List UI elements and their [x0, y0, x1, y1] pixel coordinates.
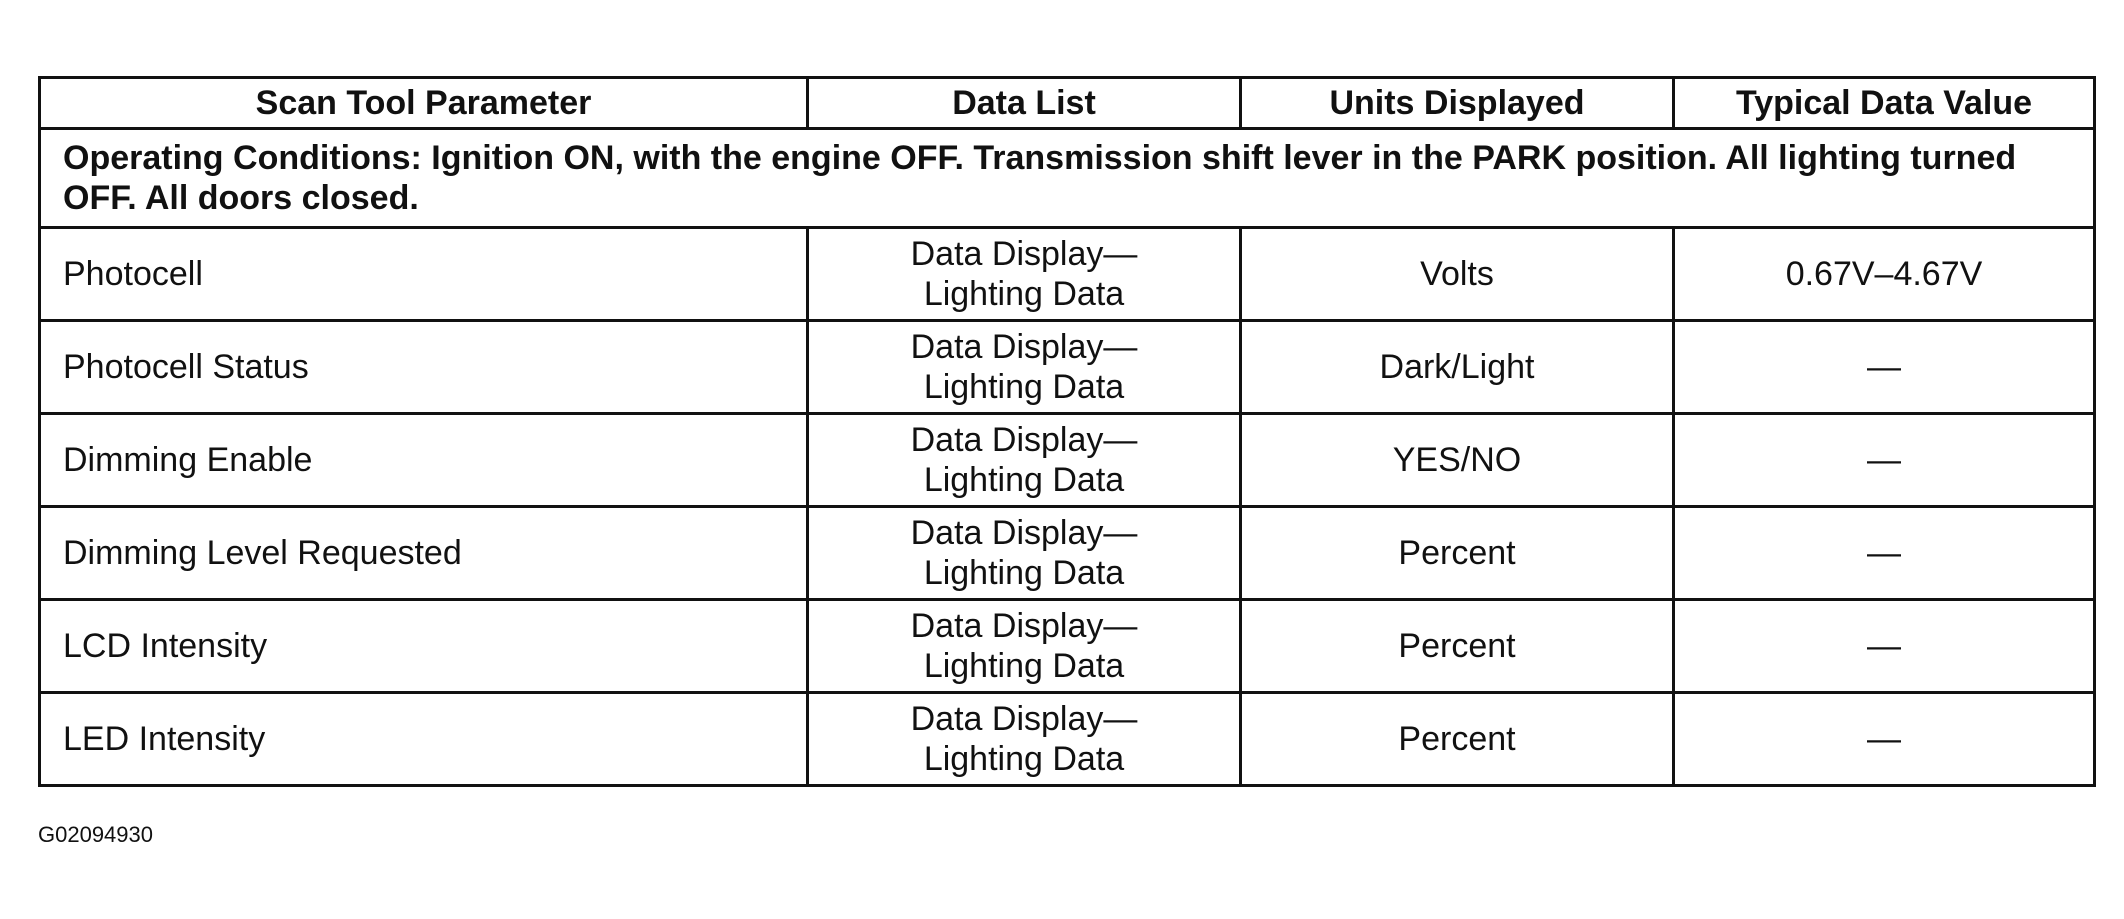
- data-list-cell: [808, 600, 1241, 693]
- data-list-line-2: Lighting Data: [923, 368, 1125, 406]
- typical-value-cell: —: [1674, 600, 2095, 693]
- data-list-line-1: Data Display—: [910, 514, 1138, 552]
- table-row: [40, 693, 2095, 786]
- header-scan-tool-parameter: Scan Tool Parameter: [40, 78, 808, 129]
- data-list-cell: [808, 693, 1241, 786]
- data-list-line-1: Data Display—: [910, 328, 1138, 366]
- typical-value-cell: —: [1674, 414, 2095, 507]
- data-list-cell: [808, 507, 1241, 600]
- units-cell: YES/NO: [1241, 414, 1674, 507]
- units-cell: Dark/Light: [1241, 321, 1674, 414]
- parameter-cell: Photocell Status: [40, 321, 808, 414]
- data-list-cell: [808, 321, 1241, 414]
- figure-id-label: G02094930: [38, 822, 153, 847]
- operating-conditions-text: Operating Conditions: Ignition ON, with the engine OFF. Transmission shift lever in the PARK position. All lighting turned OFF. All doors closed.: [40, 129, 2095, 228]
- typical-value-cell: 0.67V–4.67V: [1674, 228, 2095, 321]
- parameter-cell: LCD Intensity: [40, 600, 808, 693]
- data-list-line-1: Data Display—: [910, 235, 1138, 273]
- units-cell: Percent: [1241, 600, 1674, 693]
- data-list-cell: [808, 414, 1241, 507]
- units-cell: Volts: [1241, 228, 1674, 321]
- data-list-line-1: Data Display—: [910, 607, 1138, 645]
- data-list-cell: [808, 228, 1241, 321]
- header-typical-data-value: Typical Data Value: [1674, 78, 2095, 129]
- data-list-line-2: Lighting Data: [923, 461, 1125, 499]
- parameter-cell: LED Intensity: [40, 693, 808, 786]
- header-data-list: Data List: [808, 78, 1241, 129]
- table-row: [40, 507, 2095, 600]
- units-cell: Percent: [1241, 693, 1674, 786]
- table-header-row: [40, 78, 2095, 129]
- operating-conditions-row: [40, 129, 2095, 228]
- scan-tool-data-table: [38, 76, 2096, 787]
- table-row: [40, 228, 2095, 321]
- data-list-line-2: Lighting Data: [923, 554, 1125, 592]
- table-row: [40, 321, 2095, 414]
- table-row: [40, 414, 2095, 507]
- data-list-line-1: Data Display—: [910, 700, 1138, 738]
- parameter-cell: Dimming Enable: [40, 414, 808, 507]
- typical-value-cell: —: [1674, 321, 2095, 414]
- typical-value-cell: —: [1674, 507, 2095, 600]
- data-list-line-2: Lighting Data: [923, 647, 1125, 685]
- data-list-line-2: Lighting Data: [923, 740, 1125, 778]
- table-row: [40, 600, 2095, 693]
- units-cell: Percent: [1241, 507, 1674, 600]
- parameter-cell: Photocell: [40, 228, 808, 321]
- typical-value-cell: —: [1674, 693, 2095, 786]
- data-list-line-2: Lighting Data: [923, 275, 1125, 313]
- parameter-cell: Dimming Level Requested: [40, 507, 808, 600]
- data-list-line-1: Data Display—: [910, 421, 1138, 459]
- header-units-displayed: Units Displayed: [1241, 78, 1674, 129]
